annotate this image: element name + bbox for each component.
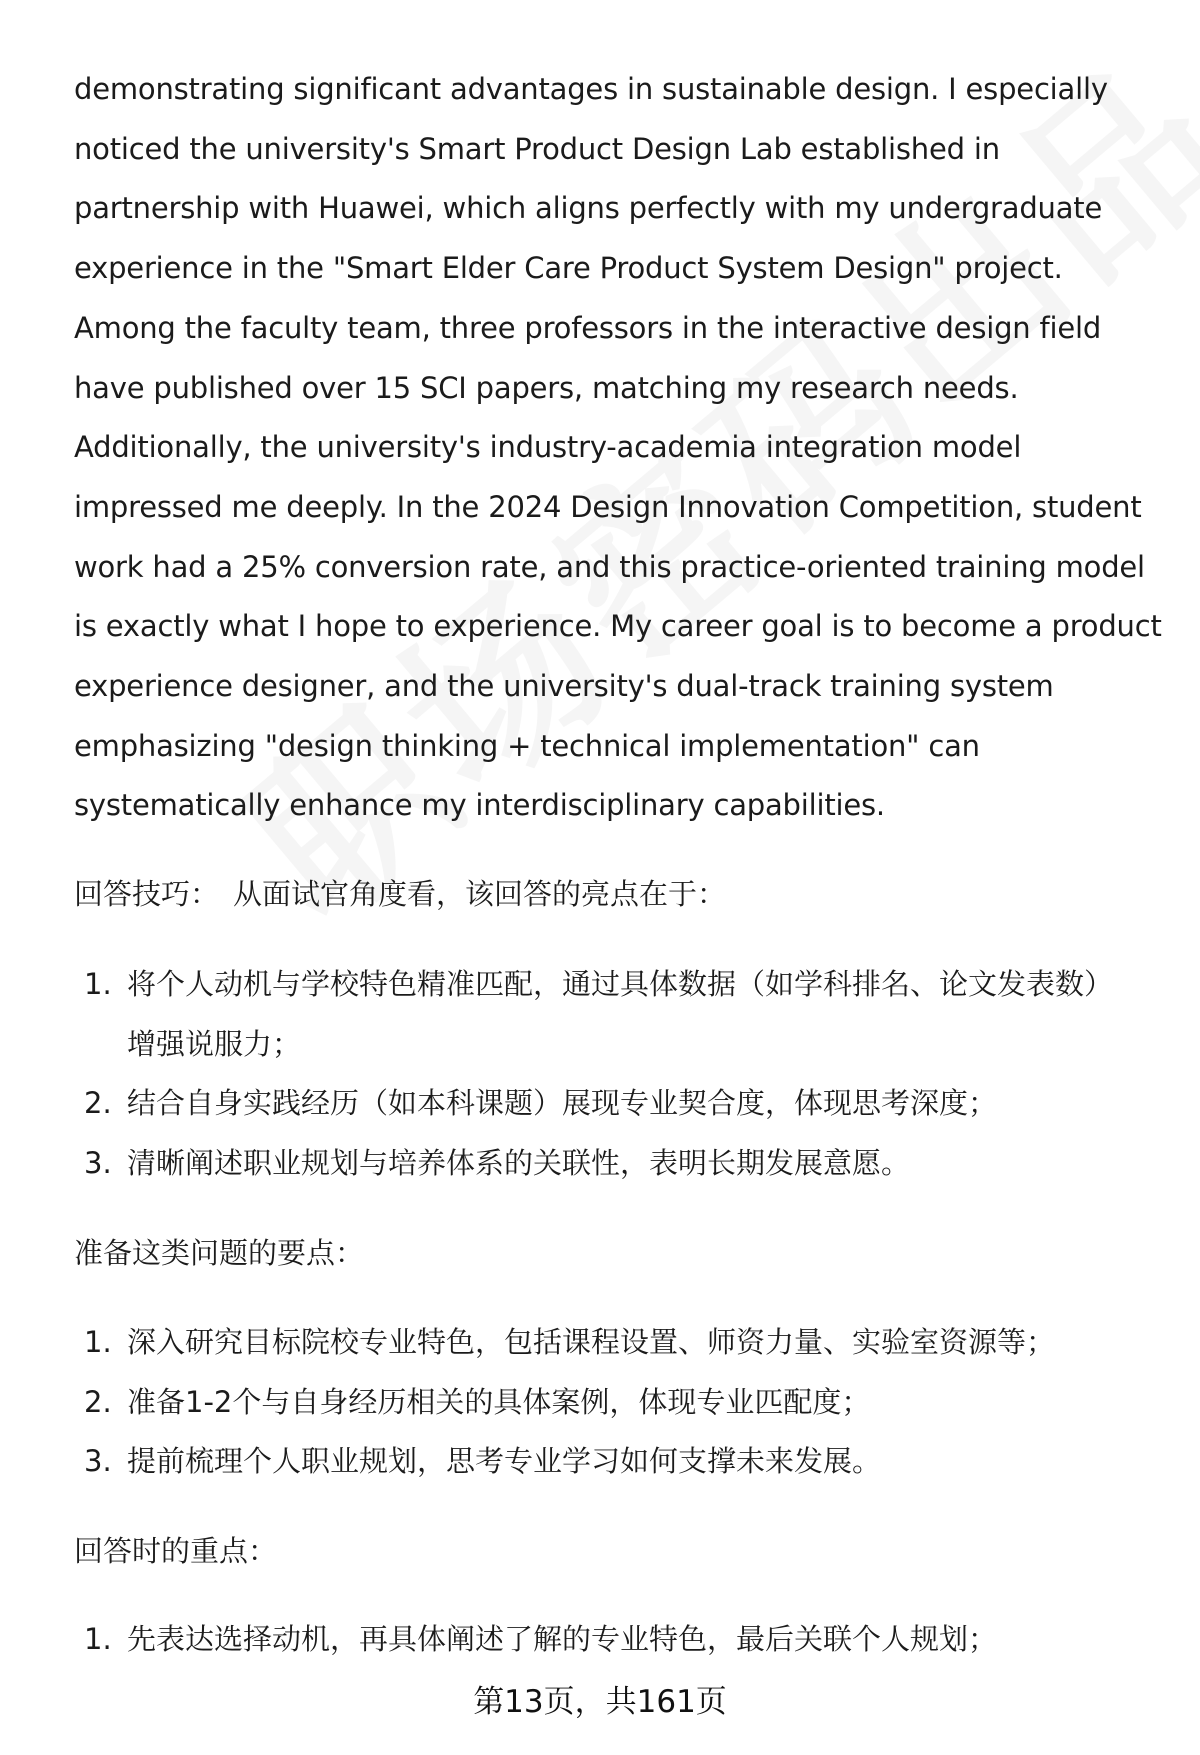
focus-heading: 回答时的重点： (74, 1534, 278, 1568)
focus-list (74, 1610, 1154, 1670)
tips-label: 回答技巧： (74, 877, 220, 911)
list-number: 3. (84, 1444, 112, 1479)
tips-intro: 从面试官角度看，该回答的亮点在于： (233, 877, 727, 911)
answer-paragraph (74, 60, 1162, 836)
paragraph-line: Additionally, the university's industry-academia integration model (74, 430, 1022, 465)
list-item (74, 1373, 1154, 1433)
paragraph-line: systematically enhance my interdisciplinary capabilities. (74, 788, 885, 823)
list-item-text: 清晰阐述职业规划与培养体系的关联性，表明长期发展意愿。 (127, 1146, 911, 1181)
list-item-text: 提前梳理个人职业规划，思考专业学习如何支撑未来发展。 (127, 1444, 882, 1479)
list-number: 1. (84, 1325, 112, 1359)
list-item (74, 1610, 1154, 1670)
prep-list (74, 1313, 1154, 1492)
list-item (74, 955, 1154, 1074)
paragraph-line: have published over 15 SCI papers, matching my research needs. (74, 370, 1019, 405)
list-number: 3. (84, 1146, 112, 1181)
page-number: 第13页，共161页 (473, 1684, 727, 1720)
list-number: 1. (84, 967, 112, 1001)
paragraph-line: experience in the "Smart Elder Care Product System Design" project. (74, 251, 1063, 286)
list-item-text: 先表达选择动机，再具体阐述了解的专业特色，最后关联个人规划； (127, 1622, 998, 1656)
prep-heading: 准备这类问题的要点： (74, 1236, 365, 1270)
paragraph-line: work had a 25% conversion rate, and this practice-oriented training model (74, 549, 1145, 584)
paragraph-line: partnership with Huawei, which aligns perfectly with my undergraduate (74, 191, 1103, 226)
paragraph-line: is exactly what I hope to experience. My career goal is to become a product (74, 609, 1162, 644)
list-item (74, 1134, 1154, 1194)
paragraph-line: noticed the university's Smart Product Design Lab established in (74, 131, 1000, 166)
list-number: 1. (84, 1622, 112, 1656)
tips-heading (74, 874, 726, 914)
paragraph-line: Among the faculty team, three professors in the interactive design field (74, 310, 1102, 345)
list-item (74, 1432, 1154, 1492)
list-item (74, 1313, 1154, 1373)
list-item-text: 将个人动机与学校特色精准匹配，通过具体数据（如学科排名、论文发表数） (127, 967, 1114, 1001)
list-number: 2. (84, 1086, 112, 1121)
list-item (74, 1074, 1154, 1134)
paragraph-line: impressed me deeply. In the 2024 Design Innovation Competition, student (74, 489, 1142, 524)
paragraph-line: demonstrating significant advantages in sustainable design. I especially (74, 72, 1108, 106)
list-item-text: 结合自身实践经历（如本科课题）展现专业契合度，体现思考深度； (127, 1086, 998, 1121)
list-number: 2. (84, 1384, 112, 1419)
paragraph-line: emphasizing "design thinking + technical implementation" can (74, 728, 980, 763)
list-item-text: 准备1-2个与自身经历相关的具体案例，体现专业匹配度； (127, 1384, 871, 1419)
list-item-text: 增强说服力； (127, 1026, 302, 1061)
list-item-text: 深入研究目标院校专业特色，包括课程设置、师资力量、实验室资源等； (127, 1325, 1056, 1359)
paragraph-line: experience designer, and the university's dual-track training system (74, 669, 1054, 704)
tips-list (74, 955, 1154, 1194)
